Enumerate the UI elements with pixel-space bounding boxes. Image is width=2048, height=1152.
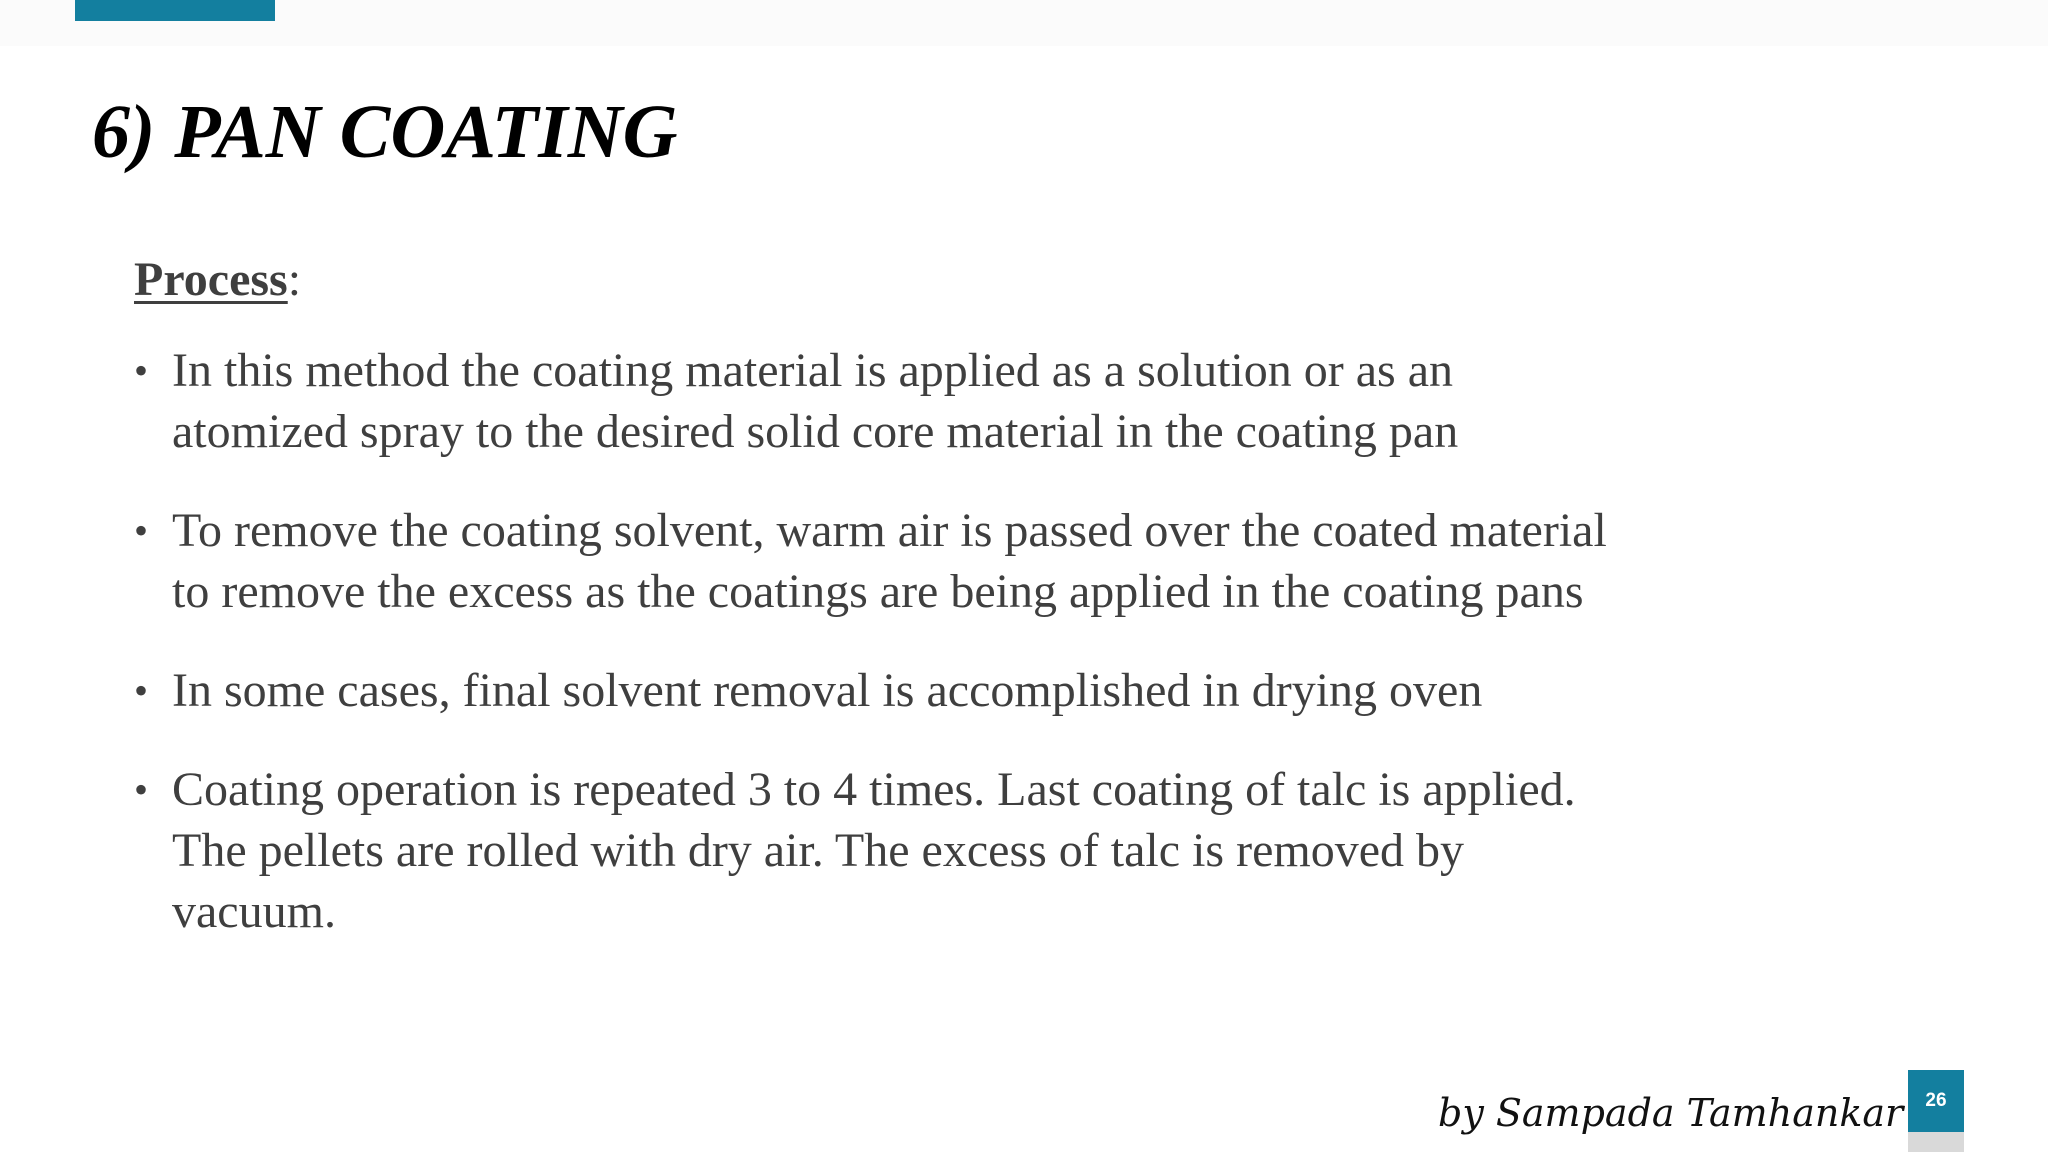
bullet-icon: • <box>134 767 149 812</box>
bullet-text-line: Coating operation is repeated 3 to 4 times. Last coating of talc is applied. <box>172 763 1576 816</box>
slide-content <box>134 248 1774 980</box>
bullet-text-line: to remove the excess as the coatings are being applied in the coating pans <box>172 565 1584 618</box>
subheading <box>134 248 1774 312</box>
bullet-list <box>134 340 1774 942</box>
bullet-item <box>134 500 1774 622</box>
bullet-icon: • <box>134 508 149 553</box>
bullet-item <box>134 340 1774 462</box>
bullet-item <box>134 660 1774 721</box>
bullet-text-line: In some cases, final solvent removal is accomplished in drying oven <box>172 664 1483 717</box>
bullet-text-line: To remove the coating solvent, warm air is passed over the coated material <box>172 504 1607 557</box>
bullet-text-line: In this method the coating material is applied as a solution or as an <box>172 344 1454 397</box>
bullet-text-line: The pellets are rolled with dry air. The excess of talc is removed by <box>172 824 1465 877</box>
subheading-suffix: : <box>287 253 302 306</box>
bullet-text-line: vacuum. <box>172 885 336 938</box>
accent-bar <box>75 0 275 21</box>
bullet-item <box>134 759 1774 942</box>
bullet-icon: • <box>134 348 149 393</box>
subheading-label: Process <box>134 253 288 306</box>
bullet-icon: • <box>134 668 149 713</box>
top-band <box>0 0 2048 46</box>
page-number-badge: 26 <box>1908 1070 1964 1132</box>
bullet-text-line: atomized spray to the desired solid core material in the coating pan <box>172 405 1459 458</box>
page-number-shadow <box>1908 1132 1964 1152</box>
author-byline: by Sampada Tamhankar <box>1438 1091 1904 1135</box>
slide-title: 6) PAN COATING <box>92 90 678 174</box>
